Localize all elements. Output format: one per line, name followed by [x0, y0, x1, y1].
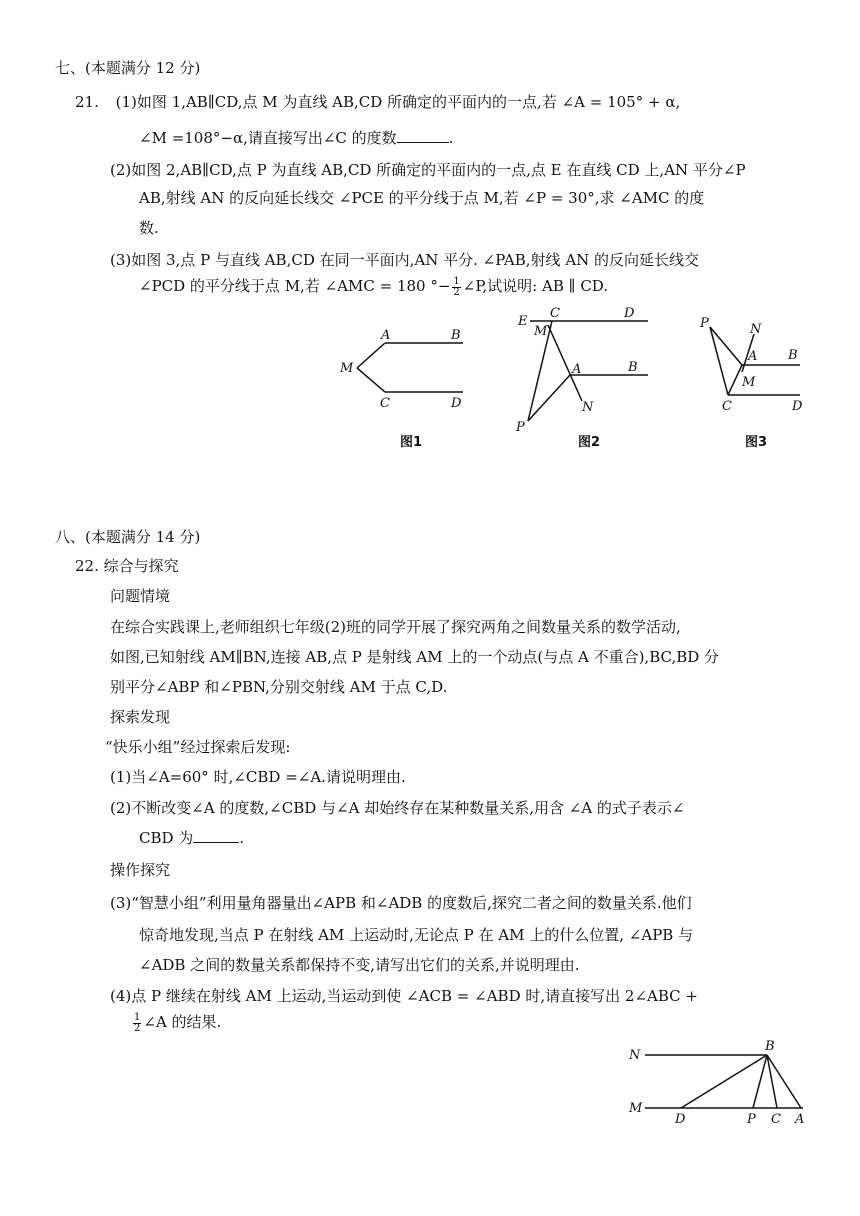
- question-21-part3-line1: (3)如图 3,点 P 与直线 AB,CD 在同一平面内,AN 平分. ∠PAB,射线 AN 的反向延长线交: [110, 251, 700, 269]
- label-M: M: [742, 375, 756, 390]
- label-N: N: [750, 322, 762, 337]
- fraction-numerator: 1: [453, 275, 460, 287]
- fraction-half: [452, 277, 460, 298]
- label-N: N: [582, 400, 594, 415]
- label-P: P: [700, 316, 709, 331]
- fraction-numerator: 1: [134, 1011, 141, 1023]
- label-D: D: [451, 396, 462, 411]
- intro-line-3: 别平分∠ABP 和∠PBN,分别交射线 AM 于点 C,D.: [110, 678, 448, 696]
- label-P: P: [747, 1112, 756, 1127]
- figure-1-caption: 图1: [400, 435, 423, 450]
- label-C: C: [722, 399, 732, 414]
- subheading-exploration: 探索发现: [110, 708, 171, 726]
- punct: .: [239, 829, 245, 847]
- fraction-denominator: 2: [453, 286, 460, 298]
- question-text: ∠A 的结果.: [143, 1013, 222, 1031]
- question-number: 21.: [75, 93, 99, 111]
- answer-blank[interactable]: [193, 828, 239, 843]
- question-21-part2-line1: (2)如图 2,AB∥CD,点 P 为直线 AB,CD 所确定的平面内的一点,点 E 在直线 CD 上,AN 平分∠P: [110, 161, 746, 179]
- subheading-problem-context: 问题情境: [110, 587, 171, 605]
- intro-line-2: 如图,已知射线 AM∥BN,连接 AB,点 P 是射线 AM 上的一个动点(与点 A 不重合),BC,BD 分: [110, 648, 720, 666]
- fraction-denominator: 2: [134, 1022, 141, 1034]
- label-B: B: [765, 1039, 775, 1054]
- answer-blank[interactable]: [397, 128, 449, 143]
- group-intro: “快乐小组”经过探索后发现:: [105, 738, 291, 756]
- question-22-part3-line3: ∠ADB 之间的数量关系都保持不变,请写出它们的关系,并说明理由.: [139, 956, 580, 974]
- question-text: ∠P,试说明: AB ∥ CD.: [462, 277, 609, 295]
- label-C: C: [550, 306, 560, 321]
- figure-3-diagram: [692, 312, 817, 417]
- question-22-part4-line2: [131, 1012, 221, 1034]
- section-7-heading: 七、(本题满分 12 分): [55, 59, 201, 77]
- question-22-part4-line1: (4)点 P 继续在射线 AM 上运动,当运动到使 ∠ACB = ∠ABD 时,请直接写出 2∠ABC +: [110, 987, 698, 1005]
- figure-3-caption: 图3: [745, 435, 768, 450]
- question-21-part1-line2: [139, 128, 453, 148]
- question-22-part2-line1: (2)不断改变∠A 的度数,∠CBD 与∠A 却始终存在某种数量关系,用含 ∠A 的式子表示∠: [110, 799, 685, 817]
- label-D: D: [792, 399, 803, 414]
- question-text: (1)如图 1,AB∥CD,点 M 为直线 AB,CD 所确定的平面内的一点,若 ∠A = 105° + α,: [115, 93, 681, 111]
- label-M: M: [534, 324, 548, 339]
- figure-2-caption: 图2: [578, 435, 601, 450]
- figure-1-diagram: [335, 320, 475, 415]
- question-22-diagram: [625, 1035, 820, 1130]
- label-C: C: [771, 1112, 781, 1127]
- label-D: D: [675, 1112, 686, 1127]
- intro-line-1: 在综合实践课上,老师组织七年级(2)班的同学开展了探究两角之间数量关系的数学活动,: [110, 618, 681, 636]
- question-22-title: 22. 综合与探究: [75, 557, 179, 575]
- label-E: E: [518, 314, 528, 329]
- question-22-part1: (1)当∠A=60° 时,∠CBD =∠A.请说明理由.: [110, 768, 406, 786]
- punct: .: [448, 129, 454, 147]
- question-text: ∠PCD 的平分线于点 M,若 ∠AMC = 180 °−: [139, 277, 451, 295]
- question-21-part2-line3: 数.: [139, 219, 159, 237]
- question-22-part3-line2: 惊奇地发现,当点 P 在射线 AM 上运动时,无论点 P 在 AM 上的什么位置, ∠APB 与: [139, 926, 694, 944]
- label-A: A: [381, 328, 391, 343]
- label-C: C: [380, 396, 390, 411]
- label-M: M: [340, 361, 354, 376]
- question-21-part2-line2: AB,射线 AN 的反向延长线交 ∠PCE 的平分线于点 M,若 ∠P = 30°,求 ∠AMC 的度: [139, 189, 705, 207]
- label-D: D: [624, 306, 635, 321]
- question-22-part2-line2: [139, 828, 244, 848]
- question-21-part3-line2: [139, 276, 608, 298]
- label-A: A: [795, 1112, 805, 1127]
- question-text: ∠M =108°−α,请直接写出∠C 的度数: [139, 129, 397, 147]
- question-21-part1-line1: [75, 92, 680, 112]
- question-22-part3-line1: (3)“智慧小组”利用量角器量出∠APB 和∠ADB 的度数后,探究二者之间的数量关系.他们: [110, 894, 692, 912]
- question-text: CBD 为: [139, 829, 194, 847]
- label-B: B: [628, 360, 638, 375]
- label-N: N: [629, 1048, 641, 1063]
- label-B: B: [788, 348, 798, 363]
- subheading-operation: 操作探究: [110, 861, 171, 879]
- fraction-half: [133, 1013, 141, 1034]
- label-A: A: [572, 362, 582, 377]
- section-8-heading: 八、(本题满分 14 分): [55, 528, 201, 546]
- label-A: A: [748, 349, 758, 364]
- label-M: M: [629, 1101, 643, 1116]
- figure-2-diagram: [510, 303, 660, 433]
- label-P: P: [516, 420, 525, 433]
- label-B: B: [451, 328, 461, 343]
